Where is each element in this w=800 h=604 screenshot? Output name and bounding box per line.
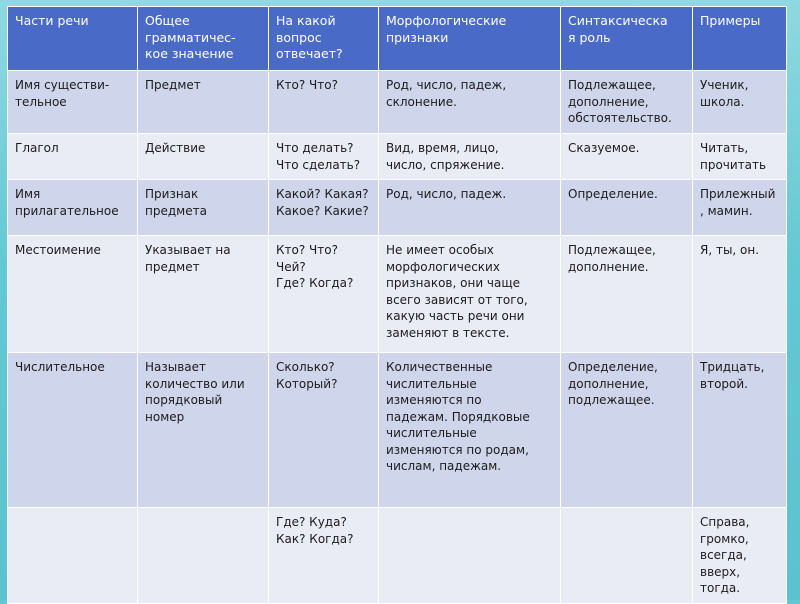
table-row: [8, 236, 787, 353]
table-cell: Глагол: [8, 134, 138, 180]
table-cell: Ученик, школа.: [693, 71, 787, 134]
table-cell: Признак предмета: [138, 180, 269, 236]
table-cell: Сколько? Который?: [269, 353, 379, 508]
table-cell: Имя существи- тельное: [8, 71, 138, 134]
table-cell: Подлежащее, дополнение.: [561, 236, 693, 353]
table-cell: Подлежащее, дополнение, обстоятельство.: [561, 71, 693, 134]
table-cell: Предмет: [138, 71, 269, 134]
table-cell: Что делать? Что сделать?: [269, 134, 379, 180]
table-cell: [138, 508, 269, 604]
table-row: [8, 180, 787, 236]
table-cell: Указывает на предмет: [138, 236, 269, 353]
table-cell: Числительное: [8, 353, 138, 508]
table-cell: Сказуемое.: [561, 134, 693, 180]
table-row: [8, 508, 787, 604]
parts-of-speech-table: [7, 6, 787, 604]
table-row: [8, 134, 787, 180]
header-cell-part-of-speech: Части речи: [8, 7, 138, 71]
table-cell: Количественные числительные изменяются по падежам. Порядковые числительные изменяются по родам, числам, падежам.: [379, 353, 561, 508]
table-cell: [379, 508, 561, 604]
header-cell-meaning: Общее грамматичес- кое значение: [138, 7, 269, 71]
table-cell: Тридцать, второй.: [693, 353, 787, 508]
table-cell: Род, число, падеж, склонение.: [379, 71, 561, 134]
table-cell: Род, число, падеж.: [379, 180, 561, 236]
table-row: [8, 353, 787, 508]
table-cell: Прилежный , мамин.: [693, 180, 787, 236]
table-cell: Я, ты, он.: [693, 236, 787, 353]
header-cell-examples: Примеры: [693, 7, 787, 71]
table-cell: Справа, громко, всегда, вверх, тогда.: [693, 508, 787, 604]
table-cell: Действие: [138, 134, 269, 180]
table-cell: Кто? Что?: [269, 71, 379, 134]
header-cell-question: На какой вопрос отвечает?: [269, 7, 379, 71]
table-cell: Определение, дополнение, подлежащее.: [561, 353, 693, 508]
table-cell: Определение.: [561, 180, 693, 236]
header-cell-syntax-role: Синтаксическа я роль: [561, 7, 693, 71]
table-cell: Называет количество или порядковый номер: [138, 353, 269, 508]
table-cell: Где? Куда? Как? Когда?: [269, 508, 379, 604]
header-cell-morphology: Морфологические признаки: [379, 7, 561, 71]
table-cell: Не имеет особых морфологических признаков, они чаще всего зависят от того, какую часть речи они заменяют в тексте.: [379, 236, 561, 353]
table-row: [8, 71, 787, 134]
table-cell: Вид, время, лицо, число, спряжение.: [379, 134, 561, 180]
table-cell: Имя прилагательное: [8, 180, 138, 236]
header-row: [8, 7, 787, 71]
table-cell: Местоимение: [8, 236, 138, 353]
table-cell: Читать, прочитать: [693, 134, 787, 180]
table-cell: [561, 508, 693, 604]
table-cell: Какой? Какая? Какое? Какие?: [269, 180, 379, 236]
table-cell: Кто? Что? Чей? Где? Когда?: [269, 236, 379, 353]
table-cell: [8, 508, 138, 604]
